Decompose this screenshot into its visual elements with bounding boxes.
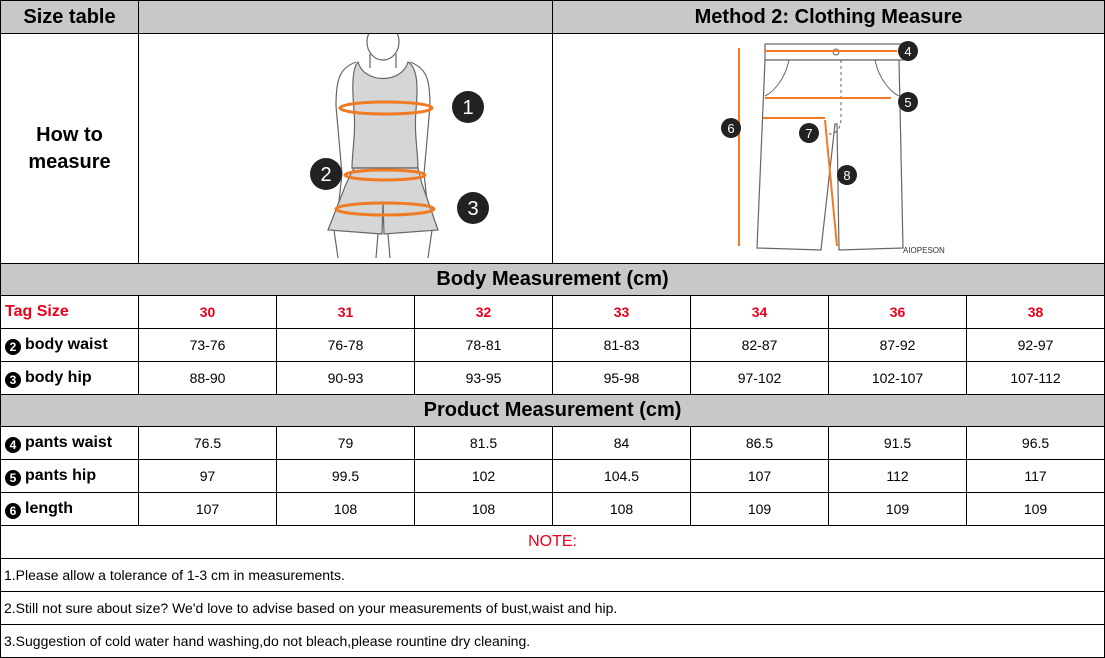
svg-text:1: 1 [461,97,474,119]
table-cell: 112 [829,460,967,493]
note-line-3: 3.Suggestion of cold water hand washing,do not bleach,please rountine dry cleaning. [1,625,1105,658]
table-cell: 102-107 [829,362,967,395]
table-cell: 99.5 [277,460,415,493]
tag-size-cell: 31 [277,296,415,329]
table-cell: 73-76 [139,329,277,362]
marker-6-icon [721,118,741,138]
body-hip-row [1,362,1105,395]
tag-size-cell: 38 [967,296,1105,329]
size-table-title: Size table [1,1,139,34]
table-cell: 79 [277,427,415,460]
body-measurement-title-row [1,264,1105,296]
tag-size-row [1,296,1105,329]
note-line-row [1,625,1105,658]
body-illustration-cell [139,34,553,264]
body-measurement-title: Body Measurement (cm) [1,264,1105,296]
svg-text:2: 2 [319,164,332,186]
svg-text:6: 6 [726,121,735,136]
marker-2-icon [310,158,342,190]
marker-8-icon [837,165,857,185]
marker-5-icon [898,92,918,112]
body-waist-row [1,329,1105,362]
how-to-line-1: How to [36,123,103,146]
note-title-row [1,526,1105,559]
marker-3-icon [457,192,489,224]
number-3-icon: 3 [5,372,21,388]
how-to-line-2: measure [28,150,111,173]
header-blank [139,1,553,34]
table-cell: 91.5 [829,427,967,460]
pants-waist-text: pants waist [25,433,113,451]
table-cell: 107 [691,460,829,493]
product-measurement-title-row [1,395,1105,427]
product-measurement-title: Product Measurement (cm) [1,395,1105,427]
length-label [1,493,139,526]
note-line-row [1,559,1105,592]
tag-size-cell: 30 [139,296,277,329]
table-cell: 108 [553,493,691,526]
table-cell: 117 [967,460,1105,493]
table-cell: 76.5 [139,427,277,460]
body-waist-label [1,329,139,362]
table-cell: 93-95 [415,362,553,395]
note-label: NOTE: [1,526,1105,559]
body-hip-text: body hip [25,368,92,386]
pants-waist-row [1,427,1105,460]
body-hip-label [1,362,139,395]
table-cell: 82-87 [691,329,829,362]
table-cell: 86.5 [691,427,829,460]
table-cell: 107-112 [967,362,1105,395]
table-cell: 81.5 [415,427,553,460]
length-row [1,493,1105,526]
svg-text:5: 5 [903,95,912,110]
svg-text:7: 7 [804,126,813,141]
tag-size-cell: 33 [553,296,691,329]
table-cell: 87-92 [829,329,967,362]
header-row [1,1,1105,34]
number-4-icon: 4 [5,437,21,453]
table-cell: 107 [139,493,277,526]
pants-illustration-cell [553,34,1105,264]
table-cell: 104.5 [553,460,691,493]
pants-hip-label [1,460,139,493]
length-text: length [25,499,73,517]
body-figure-illustration [156,34,536,258]
note-line-1: 1.Please allow a tolerance of 1-3 cm in measurements. [1,559,1105,592]
tag-size-cell: 36 [829,296,967,329]
table-cell: 109 [829,493,967,526]
table-cell: 78-81 [415,329,553,362]
table-cell: 84 [553,427,691,460]
method-2-title: Method 2: Clothing Measure [553,1,1105,34]
table-cell: 76-78 [277,329,415,362]
number-6-icon: 6 [5,503,21,519]
marker-1-icon [452,91,484,123]
number-2-icon: 2 [5,339,21,355]
pants-waist-label [1,427,139,460]
table-cell: 109 [691,493,829,526]
tag-size-cell: 34 [691,296,829,329]
table-cell: 95-98 [553,362,691,395]
tag-size-cell: 32 [415,296,553,329]
pants-hip-row [1,460,1105,493]
table-cell: 81-83 [553,329,691,362]
brand-watermark: AIOPESON [902,246,945,255]
pants-illustration [589,34,1069,258]
svg-text:8: 8 [842,168,851,183]
tag-size-label: Tag Size [1,296,139,329]
table-cell: 97-102 [691,362,829,395]
svg-text:3: 3 [466,198,479,220]
table-cell: 96.5 [967,427,1105,460]
table-cell: 102 [415,460,553,493]
number-5-icon: 5 [5,470,21,486]
marker-7-icon [799,123,819,143]
how-to-measure-row [1,34,1105,264]
table-cell: 90-93 [277,362,415,395]
table-cell: 108 [277,493,415,526]
body-waist-text: body waist [25,335,108,353]
marker-4-icon [898,41,918,61]
table-cell: 108 [415,493,553,526]
note-line-row [1,592,1105,625]
how-to-measure-label [1,34,139,264]
table-cell: 92-97 [967,329,1105,362]
table-cell: 109 [967,493,1105,526]
table-cell: 88-90 [139,362,277,395]
table-cell: 97 [139,460,277,493]
pants-hip-text: pants hip [25,466,97,484]
note-line-2: 2.Still not sure about size? We'd love to advise based on your measurements of bust,waist and hip. [1,592,1105,625]
svg-text:4: 4 [903,44,912,59]
